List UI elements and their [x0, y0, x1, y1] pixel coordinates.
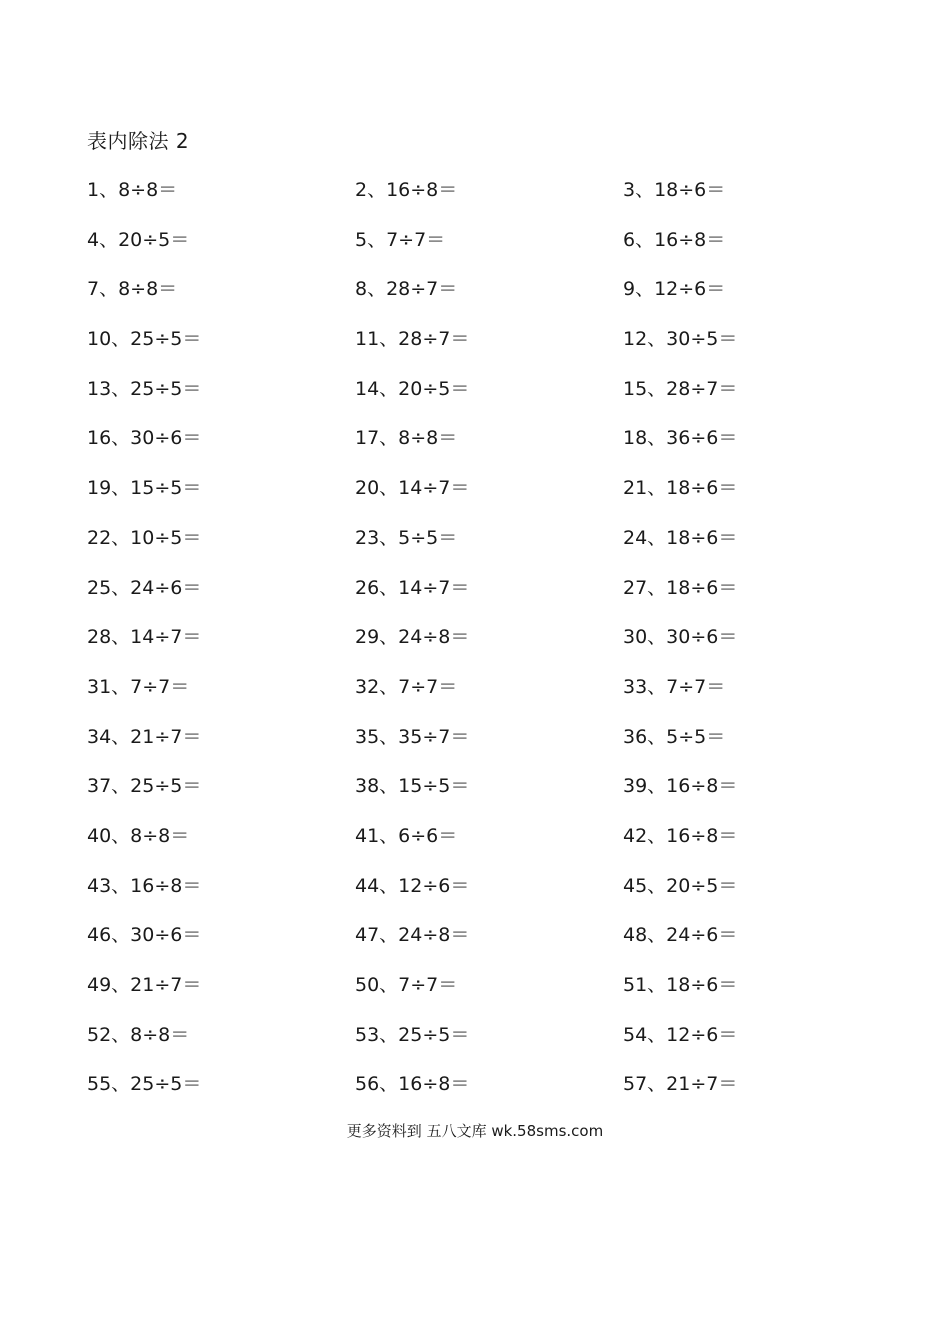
page-title: 表内除法 2 [87, 129, 190, 153]
problem-item: 50、7÷7＝ [355, 974, 458, 996]
problem-item: 37、25÷5＝ [87, 775, 202, 798]
problem-item: 16、30÷6＝ [87, 427, 202, 450]
problem-item: 6、16÷8＝ [623, 228, 726, 251]
problem-item: 28、14÷7＝ [87, 626, 202, 649]
problem-item: 56、16÷8＝ [355, 1073, 470, 1096]
problem-item: 7、8÷8＝ [87, 278, 178, 301]
problem-item: 3、18÷6＝ [623, 179, 726, 201]
problem-item: 12、30÷5＝ [623, 328, 738, 351]
problem-item: 15、28÷7＝ [623, 377, 738, 400]
problem-item: 27、18÷6＝ [623, 576, 738, 599]
problem-item: 33、7÷7＝ [623, 675, 726, 698]
problem-item: 1、8÷8＝ [87, 179, 178, 201]
problem-grid [87, 176, 891, 1120]
problem-item: 44、12÷6＝ [355, 874, 470, 897]
problem-item: 18、36÷6＝ [623, 427, 738, 450]
footer-note: 更多资料到 五八文库 wk.58sms.com [346, 1122, 604, 1140]
problem-item: 26、14÷7＝ [355, 576, 470, 599]
problem-item: 24、18÷6＝ [623, 526, 738, 549]
problem-item: 8、28÷7＝ [355, 278, 458, 301]
problem-item: 21、18÷6＝ [623, 477, 738, 500]
problem-item: 32、7÷7＝ [355, 675, 458, 698]
problem-item: 46、30÷6＝ [87, 924, 202, 947]
problem-item: 23、5÷5＝ [355, 526, 458, 549]
problem-item: 31、7÷7＝ [87, 675, 190, 698]
problem-item: 47、24÷8＝ [355, 924, 470, 947]
problem-item: 41、6÷6＝ [355, 824, 458, 847]
problem-item: 17、8÷8＝ [355, 427, 458, 450]
problem-item: 53、25÷5＝ [355, 1023, 470, 1046]
problem-item: 35、35÷7＝ [355, 725, 470, 748]
problem-item: 36、5÷5＝ [623, 725, 726, 748]
problem-item: 14、20÷5＝ [355, 377, 470, 400]
problem-item: 13、25÷5＝ [87, 377, 202, 400]
problem-item: 51、18÷6＝ [623, 974, 738, 996]
problem-item: 4、20÷5＝ [87, 228, 190, 251]
problem-item: 30、30÷6＝ [623, 626, 738, 649]
problem-item: 11、28÷7＝ [355, 328, 470, 351]
problem-item: 38、15÷5＝ [355, 775, 470, 798]
problem-item: 10、25÷5＝ [87, 328, 202, 351]
problem-item: 39、16÷8＝ [623, 775, 738, 798]
problem-item: 45、20÷5＝ [623, 874, 738, 897]
problem-item: 20、14÷7＝ [355, 477, 470, 500]
problem-item: 40、8÷8＝ [87, 824, 190, 847]
problem-item: 43、16÷8＝ [87, 874, 202, 897]
problem-item: 54、12÷6＝ [623, 1023, 738, 1046]
problem-item: 55、25÷5＝ [87, 1073, 202, 1096]
problem-item: 48、24÷6＝ [623, 924, 738, 947]
problem-item: 57、21÷7＝ [623, 1073, 738, 1096]
problem-item: 5、7÷7＝ [355, 228, 446, 251]
problem-item: 19、15÷5＝ [87, 477, 202, 500]
problem-item: 9、12÷6＝ [623, 278, 726, 301]
problem-item: 52、8÷8＝ [87, 1023, 190, 1046]
problem-item: 49、21÷7＝ [87, 974, 202, 996]
problem-item: 29、24÷8＝ [355, 626, 470, 649]
problem-item: 25、24÷6＝ [87, 576, 202, 599]
problem-item: 42、16÷8＝ [623, 824, 738, 847]
problem-item: 34、21÷7＝ [87, 725, 202, 748]
problem-item: 22、10÷5＝ [87, 526, 202, 549]
problem-item: 2、16÷8＝ [355, 179, 458, 201]
